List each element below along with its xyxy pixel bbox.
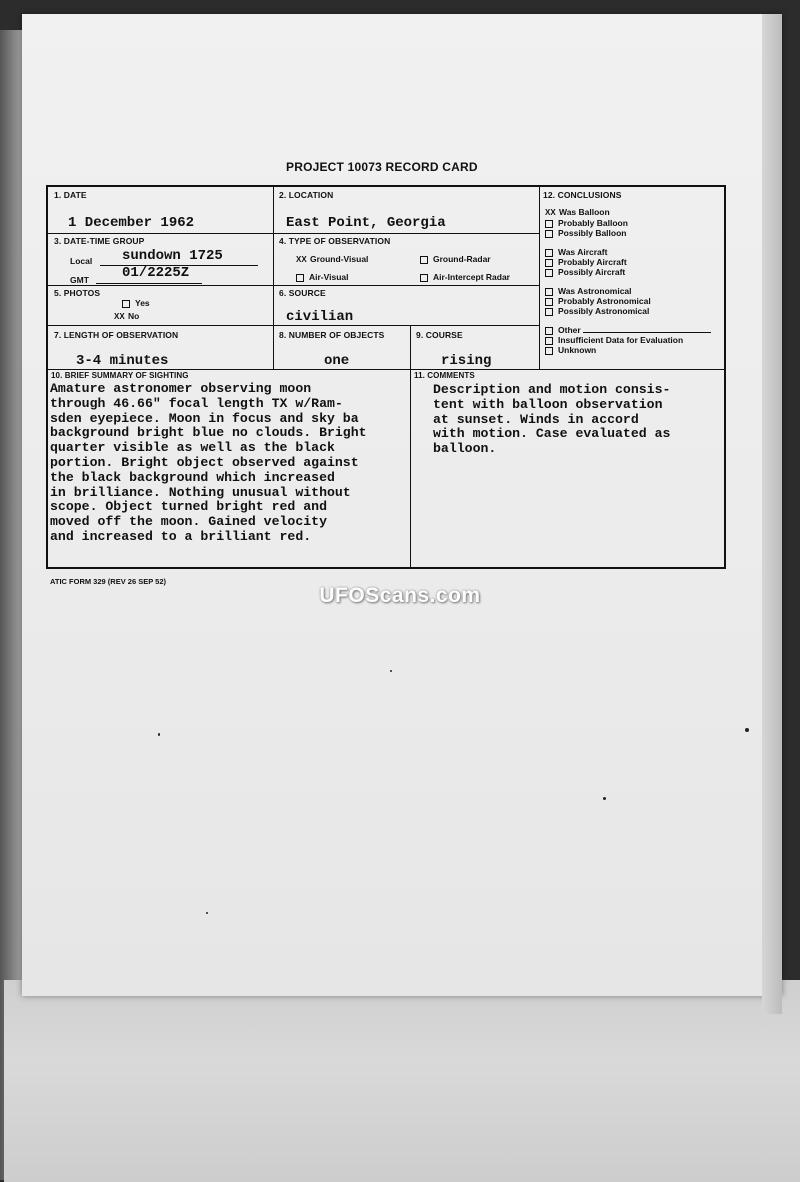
- source-cell: [273, 285, 539, 325]
- length-of-observation-cell: [48, 325, 273, 369]
- conclusion-item: [545, 207, 730, 218]
- conclusion-item: [545, 257, 730, 267]
- record-card-form: [46, 185, 726, 569]
- location-cell: [273, 187, 539, 233]
- dust-speck: [603, 797, 606, 800]
- location-label: 2. LOCATION: [279, 190, 334, 200]
- conclusion-label: Possibly Balloon: [558, 228, 627, 238]
- conclusion-item: [545, 267, 730, 277]
- card-title: PROJECT 10073 RECORD CARD: [286, 160, 478, 174]
- location-value: East Point, Georgia: [286, 215, 446, 231]
- conclusions-list: [545, 207, 730, 364]
- conclusion-item: [545, 306, 730, 316]
- summary-line: Amature astronomer observing moon: [50, 381, 312, 396]
- gmt-underline: [96, 283, 202, 284]
- type-of-observation-cell: [273, 233, 539, 285]
- comments-line: at sunset. Winds in accord: [433, 411, 639, 427]
- conclusion-checkbox: [545, 249, 553, 257]
- conclusion-label: Possibly Astronomical: [558, 306, 650, 316]
- summary-line: and increased to a brilliant red.: [50, 528, 312, 544]
- conclusion-label: Probably Aircraft: [558, 257, 627, 267]
- date-cell: [48, 187, 273, 233]
- course-label: 9. COURSE: [416, 330, 463, 340]
- conclusion-checkbox: [545, 347, 553, 355]
- conclusion-label: Other: [558, 325, 581, 335]
- ground-visual-option: [296, 254, 368, 264]
- source-label: 6. SOURCE: [279, 288, 326, 298]
- date-label: 1. DATE: [54, 190, 87, 200]
- course-value: rising: [441, 353, 492, 369]
- paper-right-edge: [762, 14, 782, 1014]
- summary-line: in brilliance. Nothing unusual without: [50, 484, 351, 500]
- air-visual-option: [296, 272, 349, 282]
- form-number: ATIC FORM 329 (REV 26 SEP 52): [50, 577, 167, 586]
- number-of-objects-label: 8. NUMBER OF OBJECTS: [279, 330, 385, 340]
- conclusion-label: Probably Astronomical: [558, 296, 651, 306]
- photos-yes-label: Yes: [135, 298, 150, 308]
- summary-line: scope. Object turned bright red and: [50, 499, 327, 515]
- comments-line: with motion. Case evaluated as: [433, 426, 671, 442]
- summary-line: background bright blue no clouds. Bright: [50, 425, 367, 441]
- photos-yes-checkbox: [122, 300, 130, 308]
- type-of-observation-label: 4. TYPE OF OBSERVATION: [279, 236, 391, 246]
- lower-sheet: [4, 980, 800, 1182]
- conclusion-item: [545, 325, 730, 335]
- ground-radar-label: Ground-Radar: [433, 254, 491, 264]
- dust-speck: [390, 670, 392, 672]
- conclusion-checkbox: [545, 327, 553, 335]
- summary-line: sden eyepiece. Moon in focus and sky ba: [50, 410, 359, 426]
- conclusion-checkbox: [545, 259, 553, 267]
- conclusion-label: Insufficient Data for Evaluation: [558, 335, 684, 345]
- photos-no-mark: XX: [114, 312, 125, 321]
- conclusion-mark: XX: [545, 208, 556, 217]
- air-intercept-radar-option: [420, 272, 510, 282]
- dust-speck: [158, 733, 160, 736]
- summary-line: through 46.66" focal length TX w/Ram-: [50, 395, 343, 411]
- number-of-objects-value: one: [324, 353, 350, 369]
- date-value: 1 December 1962: [68, 215, 195, 231]
- conclusion-label: Unknown: [558, 345, 597, 355]
- other-underline: [583, 325, 711, 333]
- number-of-objects-cell: [273, 325, 410, 369]
- date-time-group-label: 3. DATE-TIME GROUP: [54, 236, 145, 246]
- conclusion-label: Possibly Aircraft: [558, 267, 626, 277]
- conclusion-label: Was Balloon: [559, 207, 610, 217]
- air-visual-label: Air-Visual: [309, 272, 349, 282]
- comments-label: 11. COMMENTS: [414, 371, 475, 380]
- ground-visual-mark: XX: [296, 255, 307, 264]
- gmt-label: GMT: [70, 275, 89, 285]
- summary-line: moved off the moon. Gained velocity: [50, 514, 327, 530]
- conclusion-checkbox: [545, 230, 553, 238]
- conclusion-item: [545, 228, 730, 238]
- summary-cell: [48, 369, 410, 567]
- conclusion-checkbox: [545, 288, 553, 296]
- conclusion-checkbox: [545, 220, 553, 228]
- comments-line: balloon.: [433, 441, 497, 457]
- air-intercept-radar-checkbox: [420, 274, 428, 282]
- summary-line: the black background which increased: [50, 469, 335, 485]
- conclusion-label: Was Astronomical: [558, 286, 632, 296]
- photos-cell: [48, 285, 273, 325]
- conclusion-item: [545, 345, 730, 355]
- source-value: civilian: [286, 309, 354, 325]
- conclusion-group: [545, 247, 730, 277]
- photos-no-label: No: [128, 311, 140, 321]
- summary-line: portion. Bright object observed against: [50, 454, 359, 470]
- photos-yes-option: [122, 298, 150, 308]
- ground-radar-option: [420, 254, 491, 264]
- summary-line: quarter visible as well as the black: [50, 440, 335, 456]
- conclusions-cell: [539, 187, 724, 369]
- conclusion-group: [545, 207, 730, 238]
- watermark: UFOScans.com: [319, 584, 481, 607]
- date-time-group-cell: [48, 233, 273, 285]
- conclusion-item: [545, 286, 730, 296]
- local-label: Local: [70, 256, 93, 266]
- conclusion-item: [545, 296, 730, 306]
- conclusion-checkbox: [545, 298, 553, 306]
- ground-radar-checkbox: [420, 256, 428, 264]
- summary-text: [50, 382, 367, 545]
- air-visual-checkbox: [296, 274, 304, 282]
- conclusion-group: [545, 286, 730, 316]
- dust-speck: [745, 728, 749, 732]
- photos-label: 5. PHOTOS: [54, 288, 101, 298]
- conclusion-checkbox: [545, 269, 553, 277]
- comments-line: Description and motion consis-: [433, 382, 671, 397]
- course-cell: [410, 325, 539, 369]
- length-of-observation-label: 7. LENGTH OF OBSERVATION: [54, 330, 179, 340]
- photos-no-option: [114, 311, 139, 321]
- conclusion-item: [545, 335, 730, 345]
- conclusion-checkbox: [545, 337, 553, 345]
- comments-text: [433, 383, 670, 457]
- summary-label: 10. BRIEF SUMMARY OF SIGHTING: [51, 371, 189, 380]
- ground-visual-label: Ground-Visual: [310, 254, 369, 264]
- comments-line: tent with balloon observation: [433, 396, 663, 412]
- conclusion-item: [545, 218, 730, 228]
- length-of-observation-value: 3-4 minutes: [76, 353, 169, 369]
- conclusion-checkbox: [545, 308, 553, 316]
- conclusion-group: [545, 325, 730, 355]
- conclusions-label: 12. CONCLUSIONS: [543, 190, 622, 200]
- conclusion-label: Was Aircraft: [558, 247, 608, 257]
- comments-cell: [410, 369, 724, 567]
- dust-speck: [206, 912, 208, 914]
- conclusion-item: [545, 247, 730, 257]
- air-intercept-radar-label: Air-Intercept Radar: [433, 272, 510, 282]
- local-time-value: sundown 1725: [122, 248, 223, 264]
- conclusion-label: Probably Balloon: [558, 218, 628, 228]
- gmt-value: 01/2225Z: [122, 265, 190, 281]
